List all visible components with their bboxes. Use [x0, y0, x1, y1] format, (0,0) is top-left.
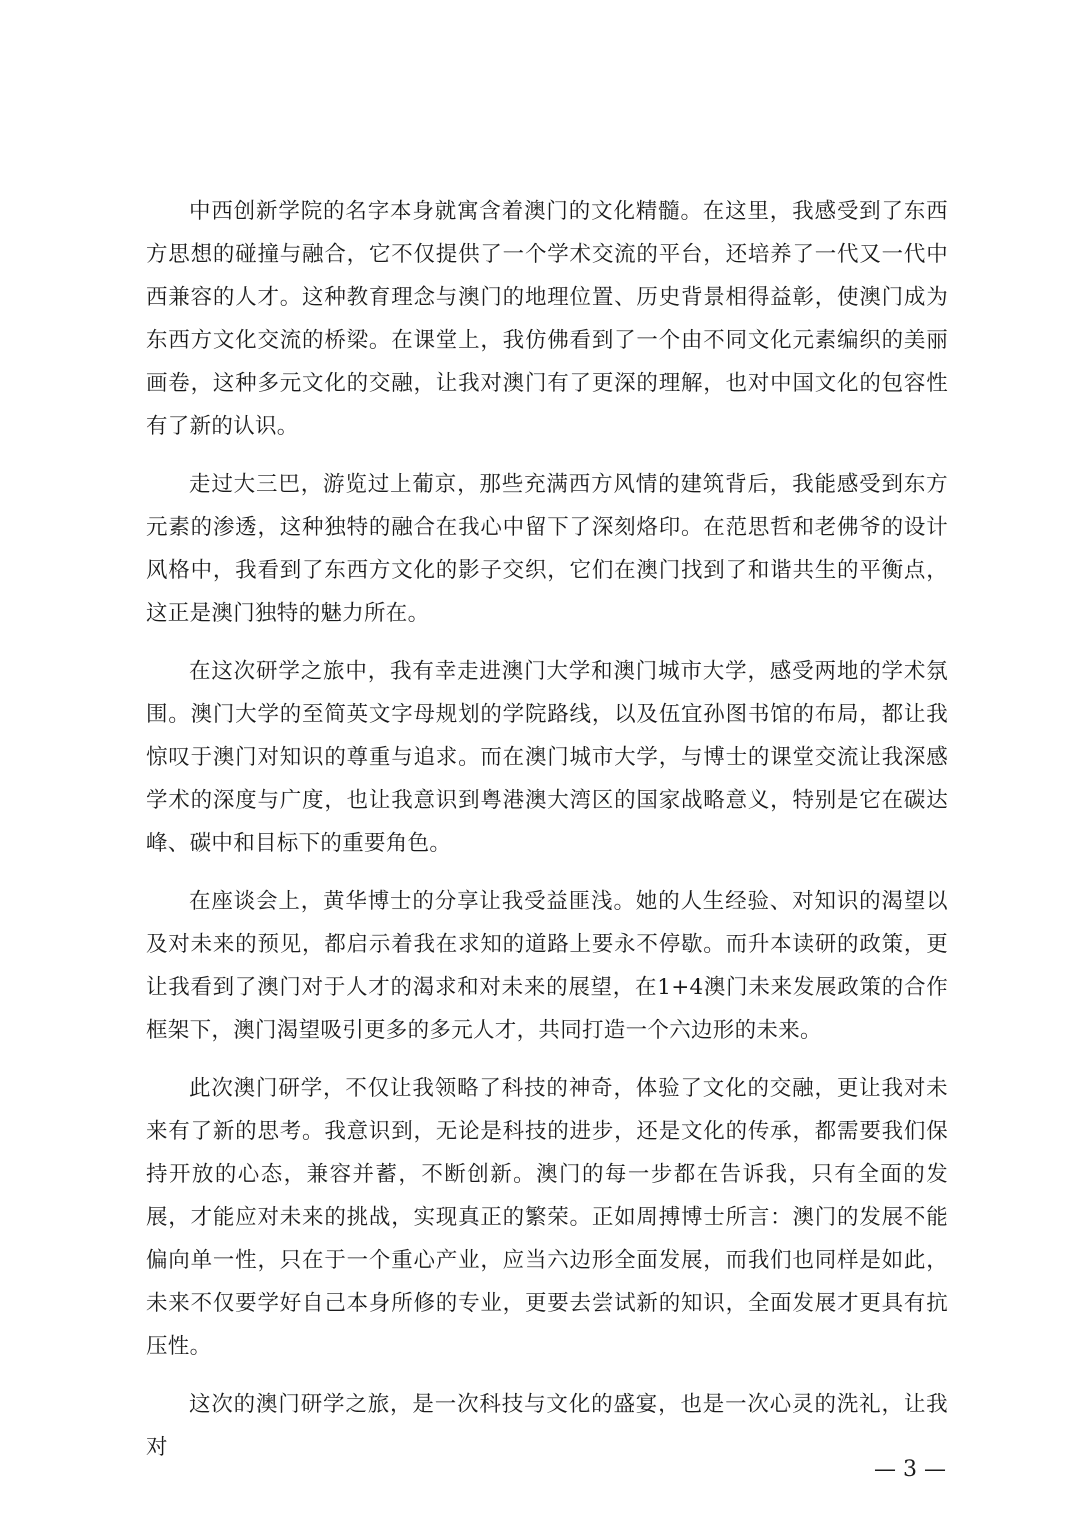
document-body	[146, 190, 948, 1484]
page-number: — 3 —	[874, 1457, 946, 1482]
paragraph-4: 在座谈会上，黄华博士的分享让我受益匪浅。她的人生经验、对知识的渴望以及对未来的预见，都启示着我在求知的道路上要永不停歇。而升本读研的政策，更让我看到了澳门对于人才的渴求和对未来的展望，在1+4澳门未来发展政策的合作框架下，澳门渴望吸引更多的多元人才，共同打造一个六边形的未来。	[146, 889, 948, 1043]
paragraph-1: 中西创新学院的名字本身就寓含着澳门的文化精髓。在这里，我感受到了东西方思想的碰撞与融合，它不仅提供了一个学术交流的平台，还培养了一代又一代中西兼容的人才。这种教育理念与澳门的地理位置、历史背景相得益彰，使澳门成为东西方文化交流的桥梁。在课堂上，我仿佛看到了一个由不同文化元素编织的美丽画卷，这种多元文化的交融，让我对澳门有了更深的理解，也对中国文化的包容性有了新的认识。	[146, 199, 948, 439]
paragraph-3: 在这次研学之旅中，我有幸走进澳门大学和澳门城市大学，感受两地的学术氛围。澳门大学的至简英文字母规划的学院路线，以及伍宜孙图书馆的布局，都让我惊叹于澳门对知识的尊重与追求。而在澳门城市大学，与博士的课堂交流让我深感学术的深度与广度，也让我意识到粤港澳大湾区的国家战略意义，特别是它在碳达峰、碳中和目标下的重要角色。	[146, 659, 948, 856]
paragraph-6: 这次的澳门研学之旅，是一次科技与文化的盛宴，也是一次心灵的洗礼，让我对	[146, 1392, 948, 1460]
paragraph-2: 走过大三巴，游览过上葡京，那些充满西方风情的建筑背后，我能感受到东方元素的渗透，这种独特的融合在我心中留下了深刻烙印。在范思哲和老佛爷的设计风格中，我看到了东西方文化的影子交织，它们在澳门找到了和谐共生的平衡点，这正是澳门独特的魅力所在。	[146, 472, 948, 626]
paragraph-5: 此次澳门研学，不仅让我领略了科技的神奇，体验了文化的交融，更让我对未来有了新的思考。我意识到，无论是科技的进步，还是文化的传承，都需要我们保持开放的心态，兼容并蓄，不断创新。澳门的每一步都在告诉我，只有全面的发展，才能应对未来的挑战，实现真正的繁荣。正如周搏博士所言：澳门的发展不能偏向单一性，只在于一个重心产业，应当六边形全面发展，而我们也同样是如此，未来不仅要学好自己本身所修的专业，更要去尝试新的知识，全面发展才更具有抗压性。	[146, 1076, 948, 1359]
